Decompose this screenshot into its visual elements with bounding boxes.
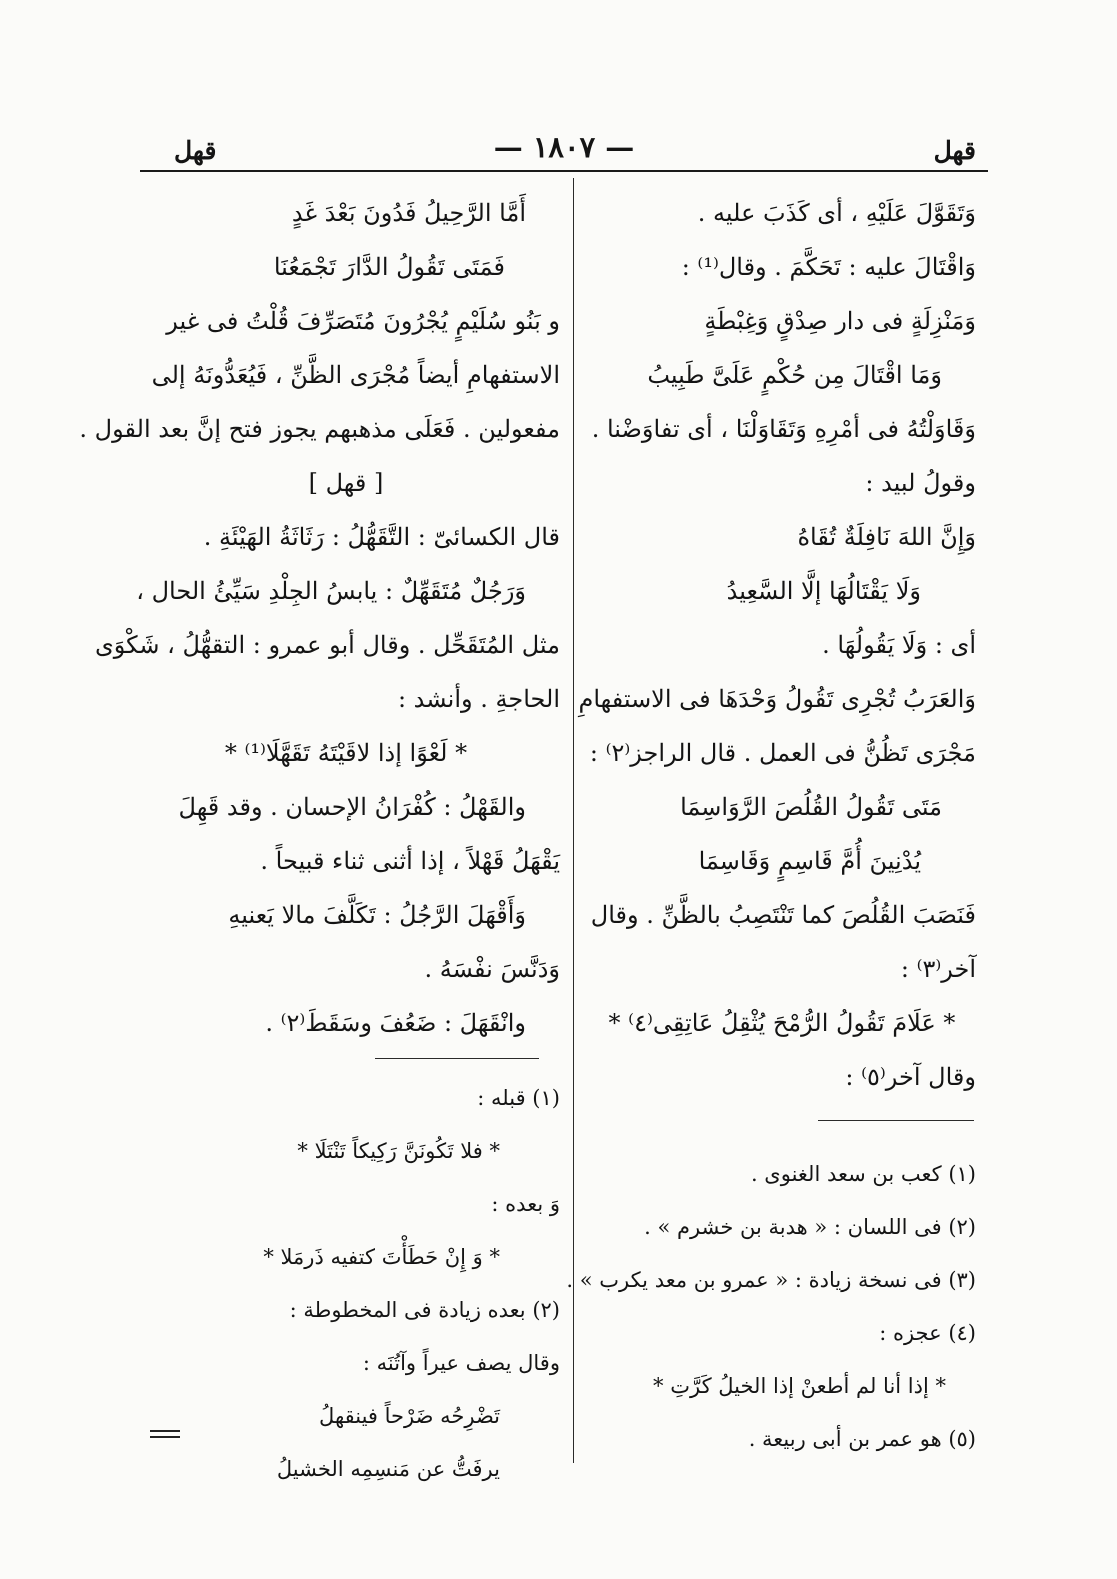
verse-line: وَمَنْزِلَةٍ فى دار صِدْقٍ وَغِبْطَةٍ <box>704 307 976 335</box>
text-line: وَقَاوَلْتُهُ فى أمْرِهِ وَتَقَاوَلْنَا ، أى تفاوَضْنا . <box>591 415 976 443</box>
footnotes-left <box>132 1072 560 1496</box>
text-line: وَالعَرَبُ تُجْرِى تَقُولُ وَحْدَهَا فى الاستفهامِ <box>578 685 976 713</box>
verse-line: أَمَّا الرَّحِيلُ فَدُونَ بَعْدَ غَدٍ <box>291 199 526 227</box>
verse-line: مَتَى تَقُولُ القُلُصَ الرَّوَاسِمَا <box>680 793 942 821</box>
text-line: و بَنُو سُلَيْمٍ يُجْرُونَ مُتَصَرِّفَ قُلْتُ فى غير <box>166 307 560 335</box>
footnote-line: تَضْرِحُه ضَرْحاً فينقهلُ <box>319 1404 500 1428</box>
footnote-line: (٣) فى نسخة زيادة : « عمرو بن معد يكرب » . <box>566 1268 976 1292</box>
text-line: الاستفهامِ أيضاً مُجْرَى الظَّنِّ ، فَيُعَدُّونَهُ إلى <box>151 361 560 389</box>
text-line: يَقْهَلُ قَهْلاً ، إذا أثنى ثناء قبيحاً . <box>260 847 560 875</box>
text-line: مَجْرَى تَظُنُّ فى العمل . قال الراجز⁽٢⁾ : <box>589 739 976 767</box>
footnote-rule-right <box>818 1120 974 1121</box>
header-entry-right: قهل <box>933 136 976 165</box>
footnote-line: وَ بعده : <box>491 1192 560 1216</box>
text-line: مفعولين . فَعَلَى مذهبهم يجوز فتح إنَّ بعد القول . <box>79 415 560 443</box>
entry-heading: [ قهل ] <box>308 469 384 497</box>
left-column <box>79 186 560 1050</box>
footnote-line: وقال يصف عيراً وآتُنَه : <box>362 1351 560 1375</box>
footnote-line: يرفَتُّ عن مَنسِمِه الخشيلُ <box>276 1457 500 1481</box>
text-line: وَدَنَّسَ نفْسَهُ . <box>424 955 560 983</box>
text-line: وَرَجُلٌ مُتَقَهِّلٌ : يابسُ الجِلْدِ سَيِّئُ الحال ، <box>136 577 526 605</box>
footnote-line: (٥) هو عمر بن أبى ربيعة . <box>748 1427 976 1451</box>
text-line: قال الكسائىّ : التَّقَهُّلُ : رَثَاثَةُ الهَيْئَةِ . <box>203 523 560 551</box>
text-line: وَاقْتَالَ عليه : تَحَكَّمَ . وقال⁽¹⁾ : <box>681 253 976 281</box>
right-column <box>578 186 976 1104</box>
text-line: الحاجةِ . وأنشد : <box>397 685 560 713</box>
text-line: وقال آخر⁽٥⁾ : <box>845 1063 976 1091</box>
footnote-line: * وَ إِنْ حَطَأْتَ كتفيه ذَرمَلا * <box>263 1245 500 1269</box>
text-line: وَأَقْهَلَ الرَّجُلُ : تَكَلَّفَ مالا يَعنيهِ <box>228 901 526 929</box>
text-line: مثل المُتَقَحِّل . وقال أبو عمرو : التقهُّلُ ، شَكْوَى <box>94 631 560 659</box>
text-line: والقَهْلُ : كُفْرَانُ الإحسان . وقد قَهِلَ <box>178 793 526 821</box>
verse-line: * عَلَامَ تَقُولُ الرُّمْحَ يُثْقِلُ عَاتِقِى⁽٤⁾ * <box>608 1009 956 1037</box>
text-line: آخر⁽٣⁾ : <box>900 955 976 983</box>
header-entry-left: قهل <box>174 136 217 165</box>
text-line: وَتَقَوَّلَ عَلَيْهِ ، أى كَذَبَ عليه . <box>697 199 976 227</box>
verse-line: فَمَتَى تَقُولُ الدَّارَ تَجْمَعُنَا <box>273 253 505 281</box>
footnote-line: (١) قبله : <box>477 1086 560 1110</box>
page-header <box>140 122 988 172</box>
footnote-line: * فلا تَكُونَنَّ رَكِيكاً تَنْتَلَا * <box>297 1139 500 1163</box>
text-line: وانْقَهَلَ : ضَعُفَ وسَقَطَ⁽٢⁾ . <box>265 1009 526 1037</box>
footnote-line: (٤) عجزه : <box>879 1321 976 1345</box>
footnote-rule-left <box>375 1058 539 1059</box>
footnote-line: (٢) فى اللسان : « هدبة بن خشرم » . <box>644 1215 976 1239</box>
end-mark <box>150 1430 180 1440</box>
header-rule <box>140 170 988 172</box>
text-line: أى : وَلَا يَقُولُهَا . <box>822 631 976 659</box>
verse-line: وَلَا يَقْتَالُهَا إلَّا السَّعِيدُ <box>726 577 921 605</box>
page-number: — ١٨٠٧ — <box>493 130 635 164</box>
verse-line: * لَعْوًا إذا لاقَيْتَهُ تَقَهَّلَا⁽¹⁾ * <box>224 739 468 767</box>
text-line: وقولُ لبيد : <box>865 469 976 497</box>
verse-line: يُدْنِينَ أُمَّ قَاسِمٍ وَقَاسِمَا <box>698 847 921 875</box>
footnote-line: * إذا أنا لم أطعنْ إذا الخيلُ كَرَّتِ * <box>653 1374 946 1398</box>
verse-line: وَمَا اقْتَالَ مِن حُكْمٍ عَلَىَّ طَبِيبُ <box>647 361 942 389</box>
footnotes-right <box>566 1148 976 1466</box>
text-line: فَنَصَبَ القُلُصَ كما تَنْتَصِبُ بالظَّنِّ . وقال <box>590 901 976 929</box>
verse-line: وَإِنَّ اللهَ نَافِلَةٌ تُقَاهُ <box>797 523 976 551</box>
footnote-line: (٢) بعده زيادة فى المخطوطة : <box>289 1298 560 1322</box>
footnote-line: (١) كعب بن سعد الغنوى . <box>750 1162 976 1186</box>
